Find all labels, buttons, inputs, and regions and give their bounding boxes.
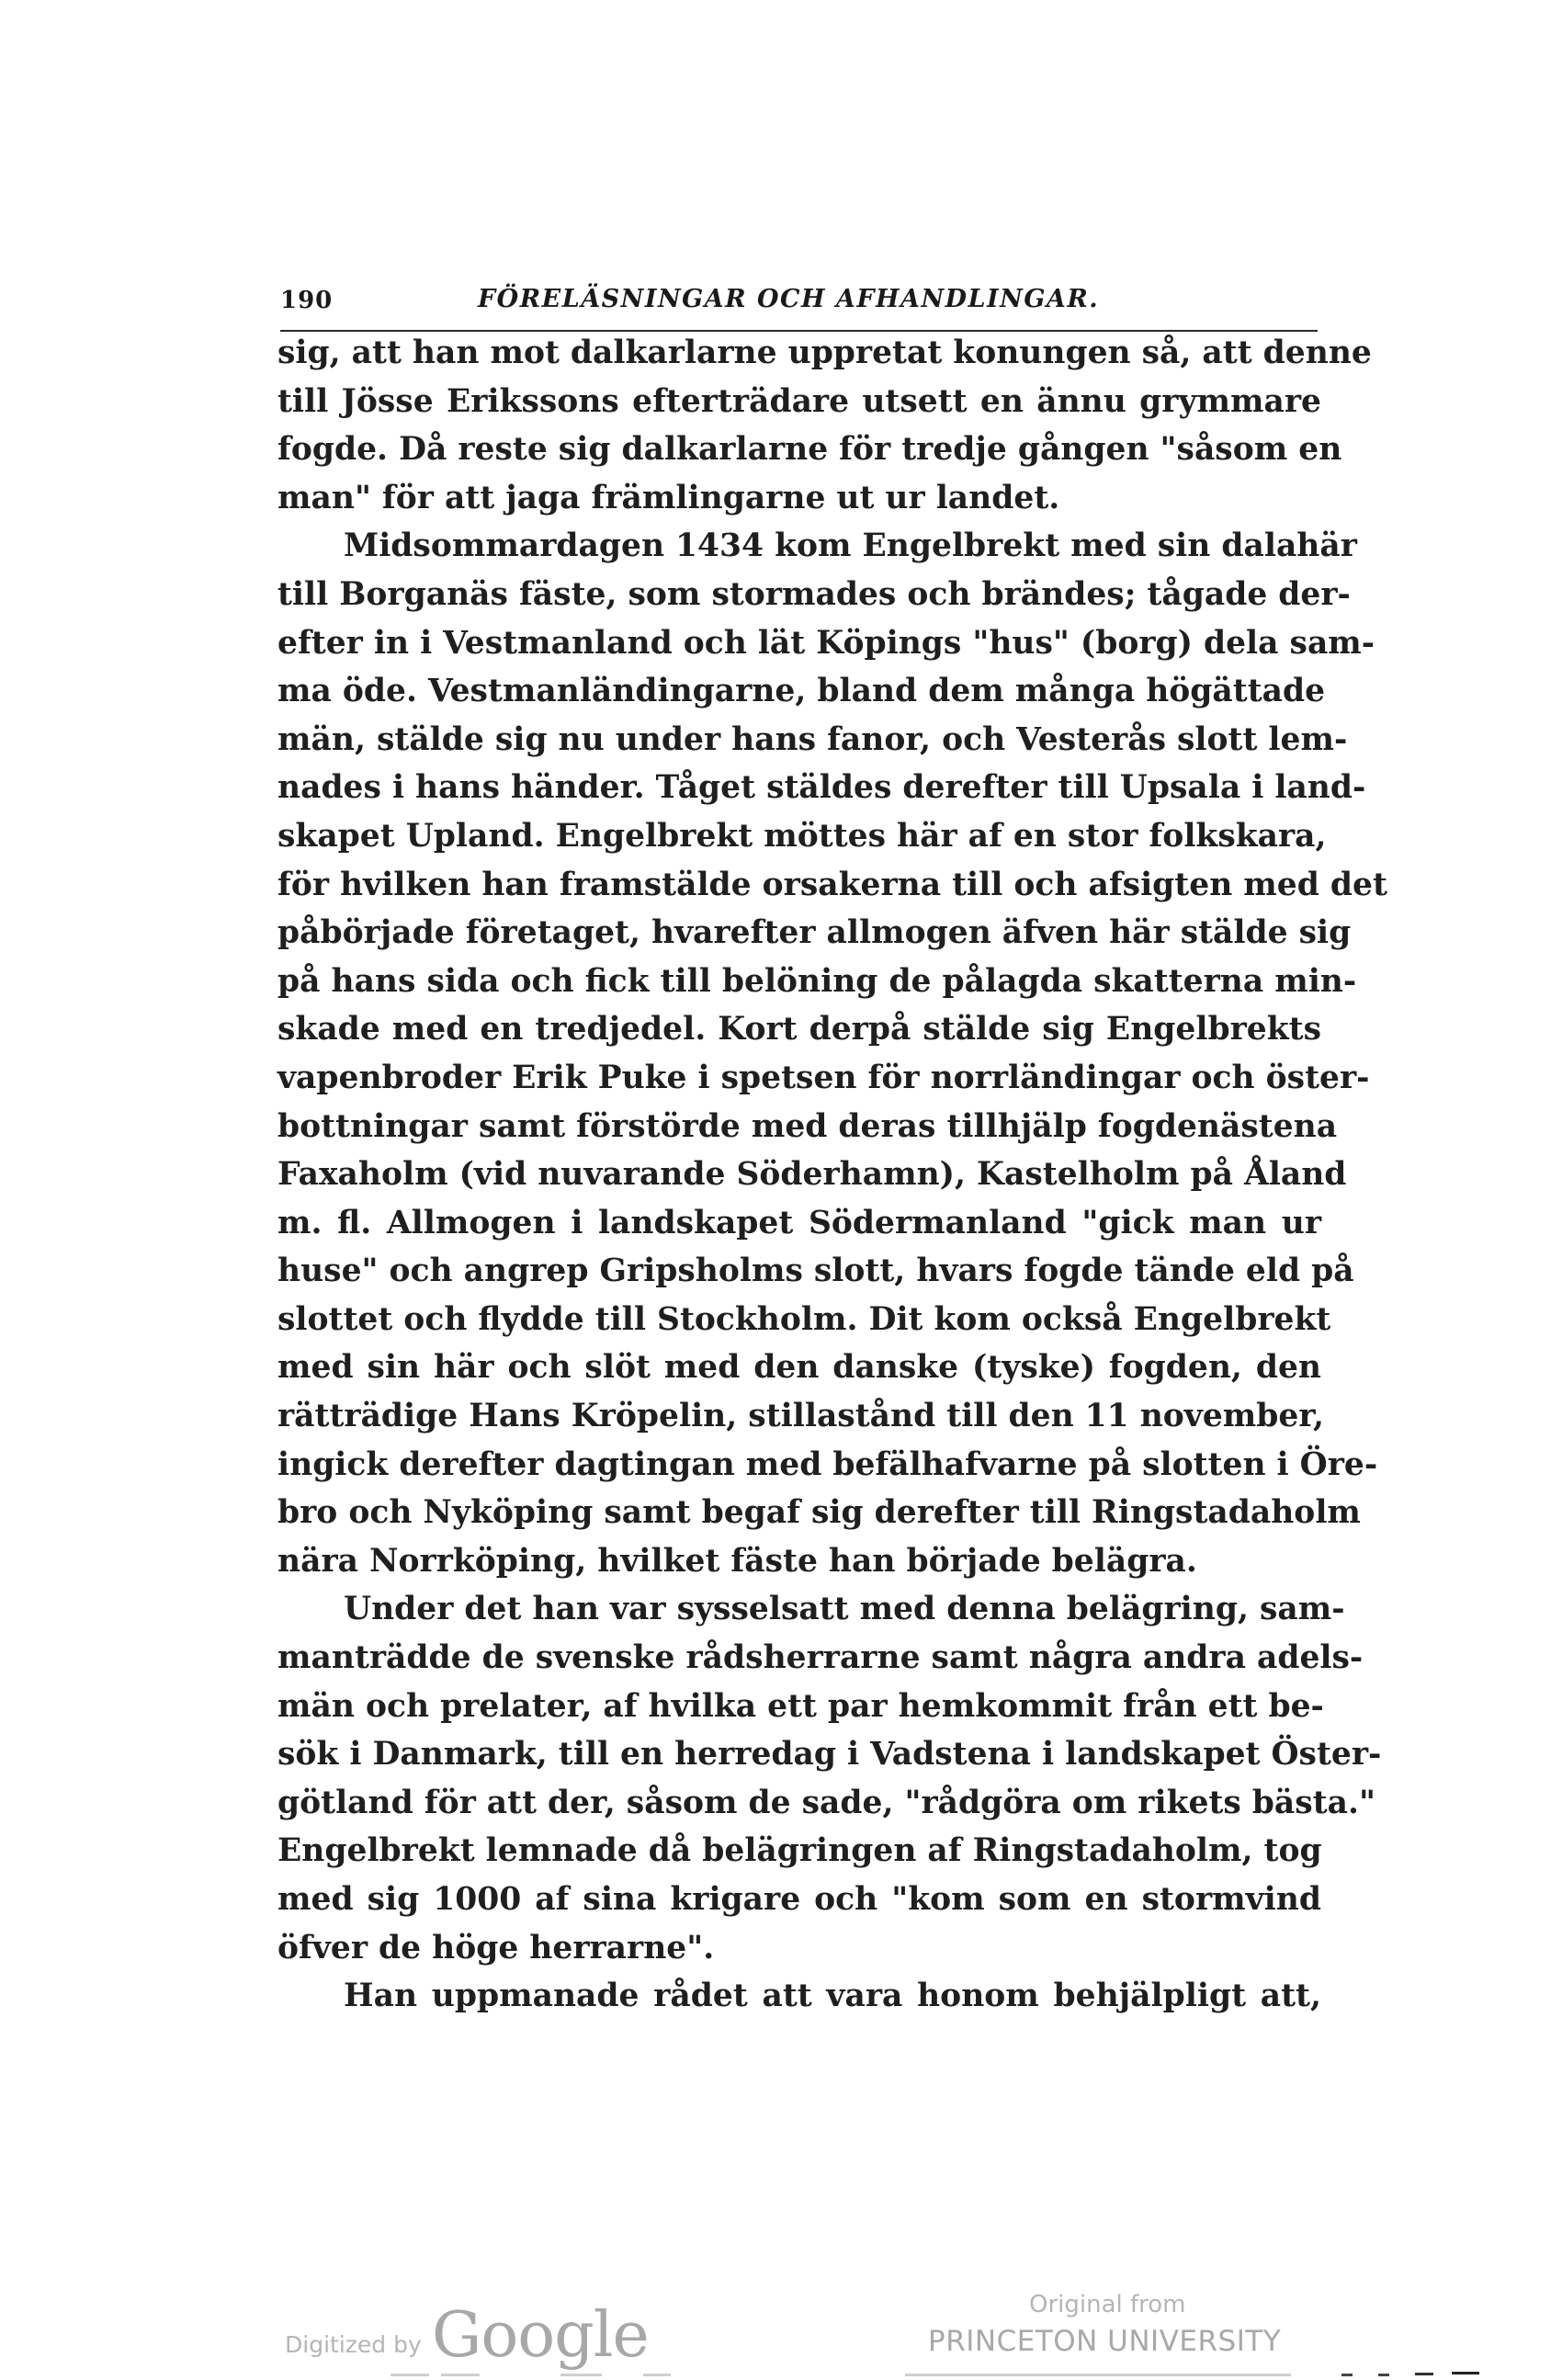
text-line: till Borganäs fäste, som stormades och brändes; tågade der-	[277, 575, 1351, 613]
institution-name: PRINCETON UNIVERSITY	[928, 2325, 1282, 2358]
footer-rule	[1341, 2374, 1353, 2376]
page-number: 190	[280, 287, 334, 314]
text-line: män och prelater, af hvilka ett par hemkommit från ett be-	[277, 1687, 1324, 1725]
text-line: rätträdige Hans Kröpelin, stillastånd till den 11 november,	[277, 1398, 1325, 1435]
text-line: Han uppmanade rådet att vara honom behjälpligt att,	[344, 1978, 1321, 2015]
text-line: skapet Upland. Engelbrekt möttes här af en stor folkskara,	[277, 817, 1327, 855]
text-line: ingick derefter dagtingan med befälhafvarne på slotten i Öre-	[277, 1445, 1378, 1483]
footer-rule	[1415, 2373, 1433, 2375]
text-line: vapenbroder Erik Puke i spetsen för norrländingar och öster-	[277, 1059, 1370, 1096]
text-line: m. fl. Allmogen i landskapet Södermanland "gick man ur	[277, 1204, 1321, 1241]
text-line: huse" och angrep Gripsholms slott, hvars fogde tände eld på	[277, 1252, 1354, 1290]
text-line: öfver de höge herrarne".	[277, 1929, 715, 1966]
footer-rule	[1378, 2374, 1389, 2376]
text-line: bottningar samt förstörde med deras tillhjälp fogdenästena	[277, 1107, 1338, 1145]
text-line: bro och Nyköping samt begaf sig derefter till Ringstadaholm	[277, 1494, 1361, 1532]
running-title: FÖRELÄSNINGAR OCH AFHANDLINGAR.	[478, 285, 1100, 313]
text-line: fogde. Då reste sig dalkarlarne för tredje gången "såsom en	[277, 431, 1342, 469]
text-line: på hans sida och fick till belöning de pålagda skatterna min-	[277, 962, 1357, 1000]
text-line: till Jösse Erikssons efterträdare utsett en ännu grymmare	[277, 382, 1321, 420]
digitized-by-label: Digitized by	[285, 2331, 422, 2358]
text-line: sök i Danmark, till en herredag i Vadstena i landskapet Öster-	[277, 1736, 1382, 1774]
text-line: efter in i Vestmanland och lät Köpings "hus" (borg) dela sam-	[277, 624, 1375, 662]
text-line: med sin här och slöt med den danske (tyske) fogden, den	[277, 1349, 1321, 1387]
text-line: nades i hans händer. Tåget stäldes derefter till Upsala i land-	[277, 769, 1366, 807]
footer-rule	[441, 2374, 480, 2376]
text-line: ma öde. Vestmanländingarne, bland dem många högättade	[277, 673, 1326, 710]
text-line: Engelbrekt lemnade då belägringen af Ringstadaholm, tog	[277, 1832, 1322, 1870]
text-line: män, stälde sig nu under hans fanor, och Vesterås slott lem-	[277, 720, 1348, 758]
running-head	[280, 283, 1319, 320]
text-line: Faxaholm (vid nuvarande Söderhamn), Kastelholm på Åland	[277, 1156, 1347, 1194]
footer-rule	[905, 2374, 1291, 2376]
text-line: påbörjade företaget, hvarefter allmogen äfven här stälde sig	[277, 914, 1352, 952]
text-line: Under det han var sysselsatt med denna belägring, sam-	[344, 1591, 1345, 1628]
footer-rule	[560, 2374, 602, 2376]
text-line: manträdde de svenske rådsherrarne samt några andra adels-	[277, 1639, 1364, 1677]
text-line: man" för att jaga främlingarne ut ur landet.	[277, 479, 1060, 516]
google-logo: Google	[432, 2299, 649, 2372]
footer-rule	[390, 2374, 429, 2376]
body-text	[277, 329, 1387, 2021]
text-line: sig, att han mot dalkarlarne uppretat konungen så, att denne	[277, 334, 1372, 371]
footer-rule	[643, 2374, 671, 2376]
footer-rule	[1452, 2372, 1479, 2374]
text-line: nära Norrköping, hvilket fäste han började belägra.	[277, 1542, 1197, 1580]
digitization-footer	[0, 2279, 1562, 2380]
text-line: skade med en tredjedel. Kort derpå stälde sig Engelbrekts	[277, 1011, 1321, 1048]
original-from-label: Original from	[1029, 2291, 1186, 2318]
text-line: med sig 1000 af sina krigare och "kom som en stormvind	[277, 1881, 1321, 1918]
text-line: Midsommardagen 1434 kom Engelbrekt med sin dalahär	[344, 527, 1357, 565]
text-line: för hvilken han framstälde orsakerna till och afsigten med det	[277, 866, 1387, 903]
text-line: götland för att der, såsom de sade, "rådgöra om rikets bästa."	[277, 1784, 1375, 1821]
text-line: slottet och flydde till Stockholm. Dit kom också Engelbrekt	[277, 1300, 1331, 1338]
